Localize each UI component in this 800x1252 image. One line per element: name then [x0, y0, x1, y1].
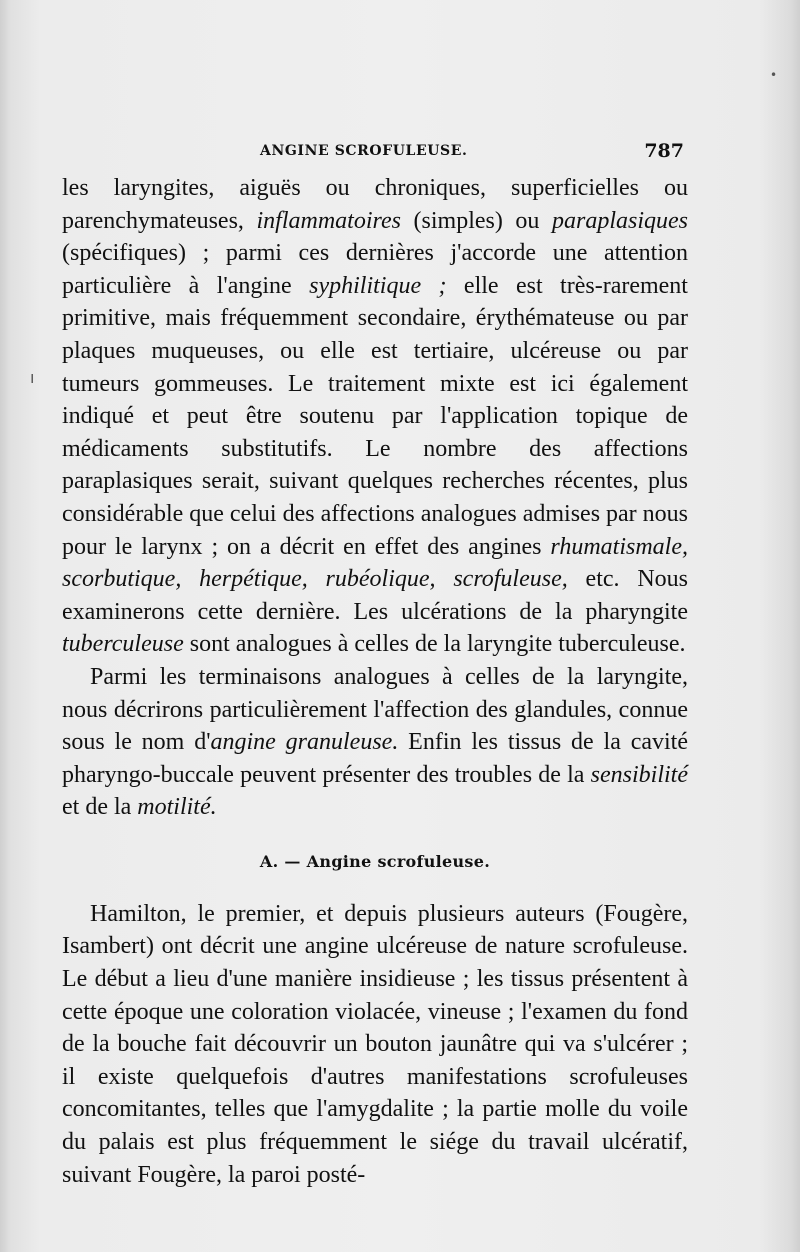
italic-term: paraplasiques — [551, 207, 688, 234]
section-heading — [62, 851, 688, 873]
text-run: et de la — [62, 794, 138, 821]
text-run: (simples) ou — [400, 207, 552, 234]
paragraph-continuation — [62, 172, 688, 661]
text-run: les laryngites, aiguës ou chroniques, superficielles ou parenchymateuses, — [62, 175, 688, 234]
corner-ink-mark: • — [770, 68, 778, 82]
italic-term: syphilitique ; — [309, 272, 447, 299]
text-run: Enfin les tissus de la cavité pharyngo-buccale peuvent présenter des troubles de la — [62, 729, 688, 788]
italic-term: tuberculeuse — [62, 631, 184, 658]
page-header — [62, 138, 682, 168]
paragraph-terminaisons — [62, 661, 688, 824]
margin-ink-mark: ı — [30, 368, 35, 387]
italic-term: angine granuleuse. — [210, 729, 399, 756]
italic-term: rhumatismale, scorbutique, herpétique, rubéolique, scrofuleuse, — [62, 533, 688, 593]
paragraph-angine-scrofuleuse: Hamilton, le premier, et depuis plusieurs auteurs (Fougère, Isambert) ont décrit une angine ulcéreuse de nature scrofuleuse. Le début a lieu d'une manière insidieuse ; les tissus présentent à cette époque une coloration violacée, vineuse ; l'examen du fond de la bouche fait découvrir un bouton jaunâtre qui va s'ulcérer ; il existe quelquefois d'autres manifestations scrofuleuses concomitantes, telles que l'amygdalite ; la partie molle du voile du palais est plus fréquemment le siége du travail ulcératif, suivant Fougère, la paroi posté- — [62, 900, 688, 1188]
text-run: sont analogues à celles de la laryngite tuberculeuse. — [183, 631, 686, 658]
text-run: (spécifiques) ; parmi ces dernières j'accorde une attention particulière à l'angine — [62, 240, 688, 299]
section-title: Angine scrofuleuse. — [306, 851, 491, 871]
italic-term: motilité. — [137, 794, 217, 821]
text-run: Parmi les terminaisons analogues à celles de la laryngite, nous décrirons particulièrement l'affection des glandules, connue sous le nom d' — [62, 663, 688, 756]
body-text — [62, 172, 688, 1191]
italic-term: inflammatoires — [256, 207, 401, 234]
italic-term: sensibilité — [590, 761, 688, 788]
text-run: elle est très-rarement primitive, mais fréquemment secondaire, érythémateuse ou par plaques muqueuses, ou elle est tertiaire, ulcéreuse ou par tumeurs gommeuses. Le traitement mixte est ici également indiqué et peut être soutenu par l'application topique de médicaments substitutifs. Le nombre des affections paraplasiques serait, suivant quelques recherches récentes, plus considérable que celui des affections analogues admises par nous pour le larynx ; on a décrit en effet des angines — [62, 272, 689, 560]
section-label: A. — — [259, 851, 301, 871]
running-title: ANGINE SCROFULEUSE. — [260, 143, 468, 159]
text-run: etc. Nous examinerons cette dernière. Les ulcérations de la pharyngite — [62, 566, 688, 625]
page-number: 787 — [644, 140, 684, 162]
